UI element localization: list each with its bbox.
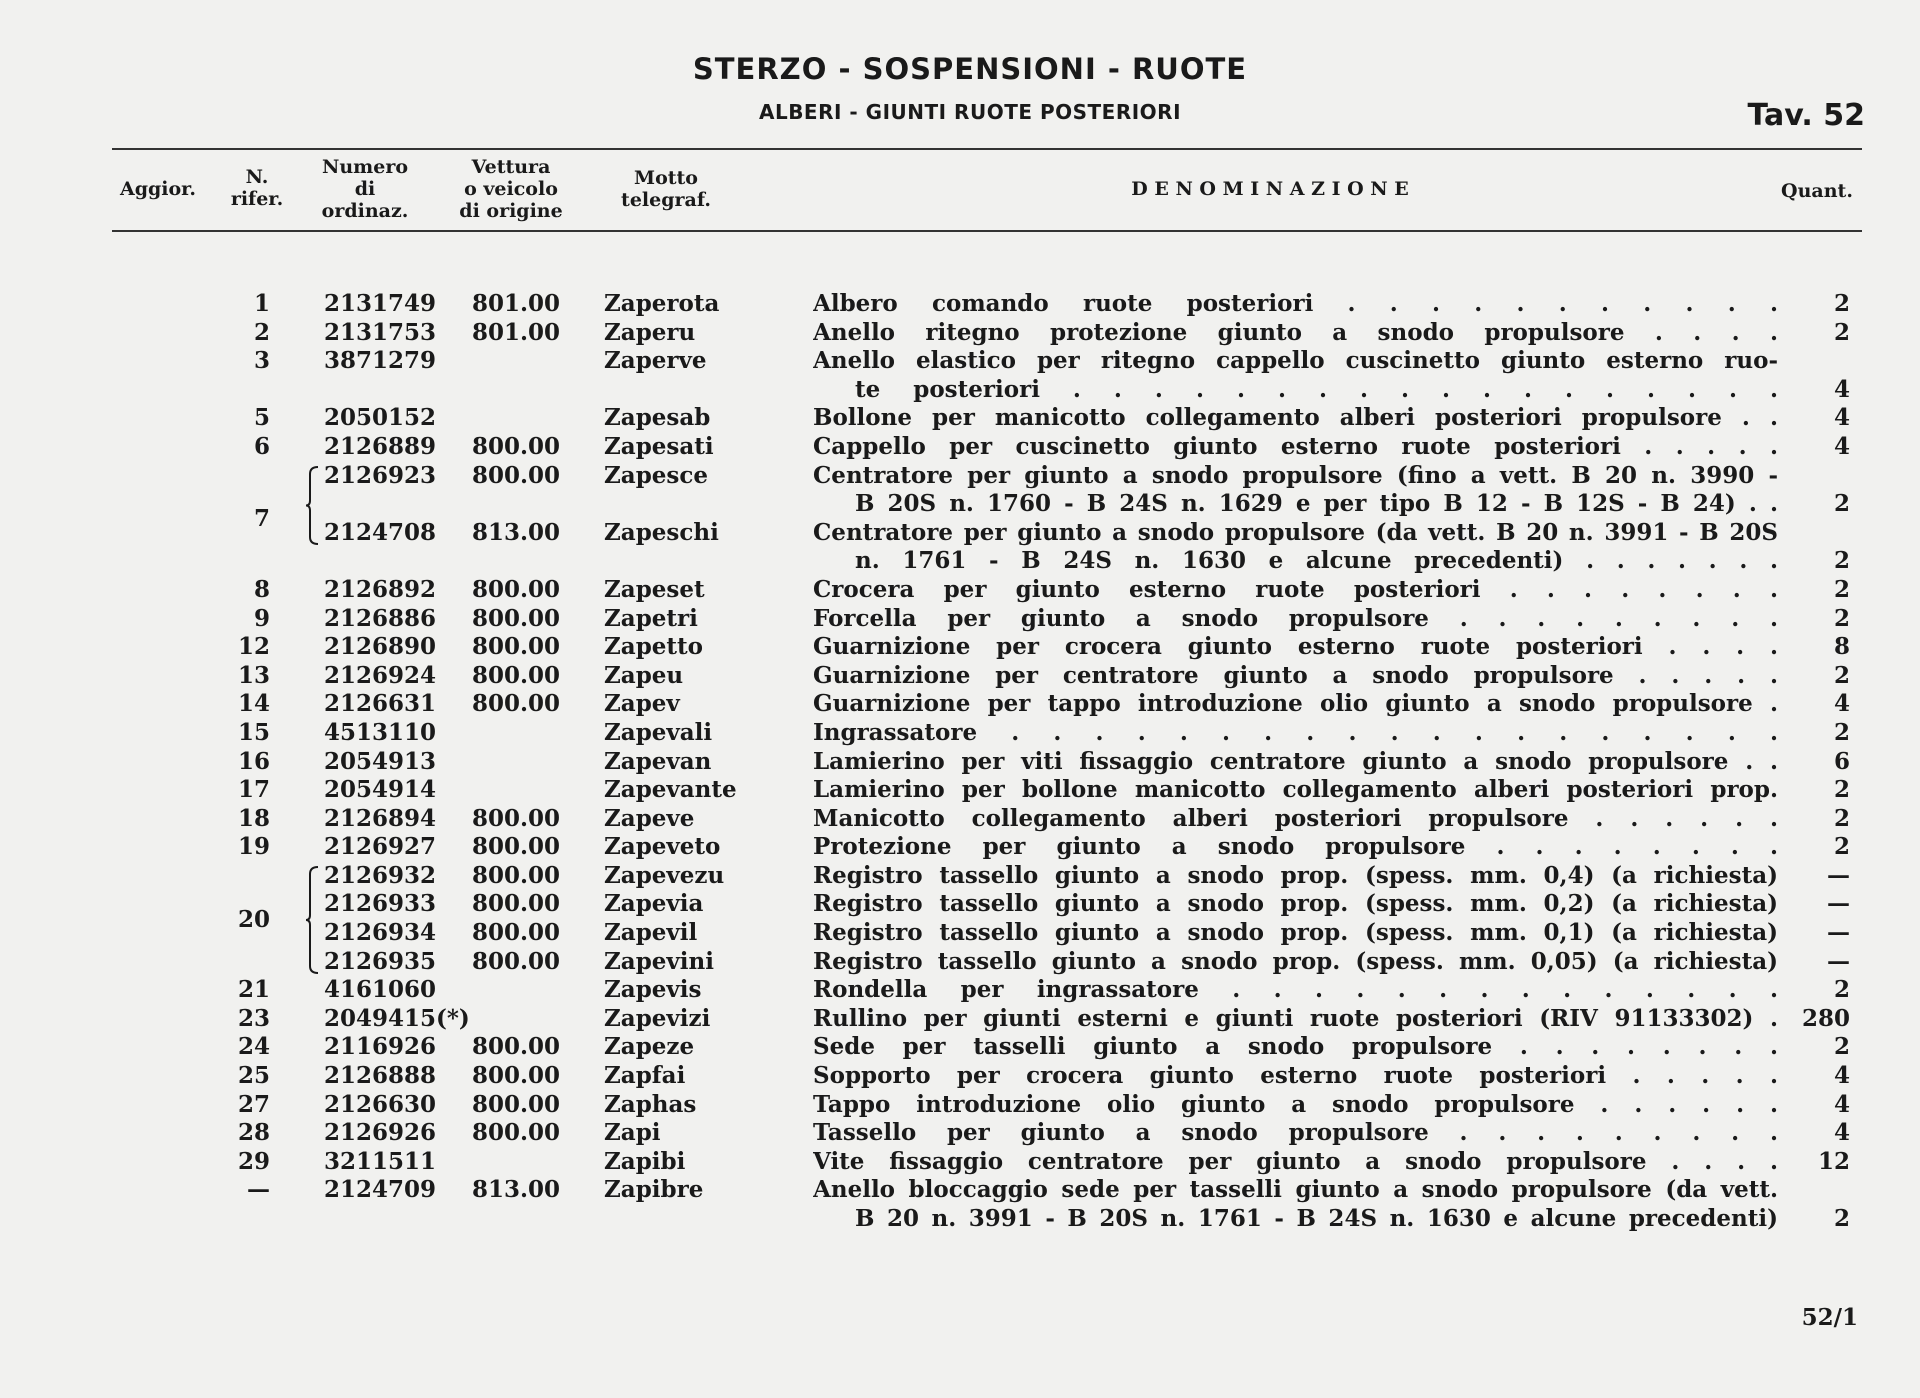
order-number: 2126892 [324,575,437,603]
description-line: Anello ritegno protezione giunto a snodo propulsore . . . . [813,318,1778,346]
description-line: Registro tassello giunto a snodo prop. (spess. mm. 0,4) (a richiesta) [813,861,1778,889]
quantity: 4 [1833,1090,1850,1118]
quantity: 2 [1833,976,1850,1004]
quantity: 4 [1833,1062,1850,1090]
quantity: 2 [1833,1033,1850,1061]
description [813,719,1778,748]
order-number: 2054914 [324,776,437,804]
vehicle-origin: 800.00 [472,890,561,918]
description [813,748,1778,777]
description-line: Registro tassello giunto a snodo prop. (spess. mm. 0,2) (a richiesta) [813,890,1778,918]
order-number: 4161060 [324,976,437,1004]
ref-number: 17 [237,776,270,804]
telegraph-code: Zapeschi [604,518,719,546]
order-number: 2049415(*) [324,1004,470,1032]
vehicle-origin: 800.00 [472,919,561,947]
table-row [0,433,1920,462]
ref-number: 27 [237,1090,270,1118]
col-aggior: Aggior. [119,178,197,200]
telegraph-code: Zapibi [604,1147,686,1175]
table-row [0,719,1920,748]
ref-number: 6 [253,432,270,460]
telegraph-code: Zapesce [604,461,708,489]
description-line: Manicotto collegamento alberi posteriori propulsore . . . . . . [813,804,1778,832]
description-line: Sopporto per crocera giunto esterno ruote posteriori . . . . . [813,1062,1778,1090]
order-number: 2126894 [324,804,437,832]
ref-number: 15 [237,718,270,746]
telegraph-code: Zapibre [604,1176,704,1204]
quantity: 4 [1833,1119,1850,1147]
table-row [0,805,1920,834]
ref-number: 1 [253,290,270,317]
description [813,833,1778,862]
table-row [0,662,1920,691]
table-row [0,862,1920,891]
quantity: 2 [1833,718,1850,746]
telegraph-code: Zaperve [604,347,707,375]
telegraph-code: Zapeset [604,575,705,603]
quantity: — [1827,947,1850,975]
vehicle-origin: 801.00 [472,290,561,317]
table-row [0,919,1920,948]
telegraph-code: Zapev [604,690,680,718]
vehicle-origin: 800.00 [472,661,561,689]
quantity: — [1827,919,1850,947]
description [813,976,1778,1005]
table-row [0,404,1920,433]
telegraph-code: Zapevali [604,718,713,746]
description [813,1091,1778,1120]
description [813,404,1778,433]
telegraph-code: Zapevezu [604,861,725,889]
ref-number: 8 [253,575,270,603]
group-brace-20 [306,866,320,974]
ref-number: 18 [237,804,270,832]
description-line: Cappello per cuscinetto giunto esterno ruote posteriori . . . . . [813,432,1778,460]
telegraph-code: Zapevini [604,947,714,975]
quantity: 2 [1833,318,1850,346]
vehicle-origin: 800.00 [472,604,561,632]
vehicle-origin: 800.00 [472,432,561,460]
description-line: Bollone per manicotto collegamento alberi posteriori propulsore . . [813,404,1778,432]
table-row [0,1176,1920,1233]
description [813,576,1778,605]
quantity: 2 [1833,290,1850,317]
description [813,433,1778,462]
telegraph-code: Zapevia [604,890,704,918]
description-line: Anello elastico per ritegno cappello cuscinetto giunto esterno ruo- [813,347,1778,375]
vehicle-origin: 813.00 [472,518,561,546]
description [813,462,1778,519]
order-number: 2126933 [324,890,437,918]
ref-number: 12 [237,633,270,661]
table-row [0,519,1920,576]
vehicle-origin: 800.00 [472,804,561,832]
quantity: 2 [1833,575,1850,603]
description-line: Centratore per giunto a snodo propulsore (da vett. B 20 n. 3991 - B 20S [813,518,1778,546]
telegraph-code: Zapesab [604,404,711,432]
description [813,633,1778,662]
order-number: 2050152 [324,404,437,432]
ref-number: 19 [237,833,270,861]
description [813,519,1778,576]
order-number: 2126890 [324,633,437,661]
vehicle-origin: 800.00 [472,833,561,861]
order-number: 2116926 [324,1033,437,1061]
description [813,948,1778,977]
telegraph-code: Zapevil [604,919,698,947]
quantity: 4 [1833,375,1850,403]
col-rif: N. rifer. [230,166,284,210]
order-number: 2124708 [324,518,437,546]
vehicle-origin: 800.00 [472,690,561,718]
quantity: 4 [1833,404,1850,432]
order-number: 4513110 [324,718,437,746]
table-row [0,1119,1920,1148]
vehicle-origin: 801.00 [472,318,561,346]
col-vettura: Vettura o veicolo di origine [459,156,563,222]
vehicle-origin: 800.00 [472,575,561,603]
description [813,662,1778,691]
description-line: Lamierino per bollone manicotto collegamento alberi posteriori prop. [813,776,1778,804]
parts-table [0,290,1920,1234]
order-number: 3211511 [324,1147,437,1175]
header-top-rule [112,148,1862,150]
order-number: 2126934 [324,919,437,947]
order-number: 2124709 [324,1176,437,1204]
order-number: 2126886 [324,604,437,632]
telegraph-code: Zapevizi [604,1004,711,1032]
description-line: Forcella per giunto a snodo propulsore . . . . . . . . . [813,604,1778,632]
ref-number: 7 [253,504,270,532]
ref-number: 23 [237,1004,270,1032]
description [813,805,1778,834]
table-row [0,948,1920,977]
table-row [0,1033,1920,1062]
description [813,1062,1778,1091]
description [813,1148,1778,1177]
table-row [0,833,1920,862]
quantity: 2 [1833,1205,1850,1232]
vehicle-origin: 800.00 [472,1119,561,1147]
description-line: Protezione per giunto a snodo propulsore . . . . . . . . [813,833,1778,861]
vehicle-origin: 800.00 [472,1062,561,1090]
description-line: Crocera per giunto esterno ruote posteriori . . . . . . . . [813,575,1778,603]
ref-number: 25 [237,1062,270,1090]
telegraph-code: Zaperota [604,290,720,317]
description-line: Registro tassello giunto a snodo prop. (spess. mm. 0,05) (a richiesta) [813,947,1778,975]
table-row [0,976,1920,1005]
quantity: 2 [1833,547,1850,575]
order-number: 2126932 [324,861,437,889]
col-numero: Numero di ordinaz. [321,156,409,222]
table-row [0,1062,1920,1091]
vehicle-origin: 800.00 [472,633,561,661]
telegraph-code: Zapesati [604,432,714,460]
telegraph-code: Zapeveto [604,833,721,861]
ref-number: — [247,1176,270,1204]
description-line: B 20 n. 3991 - B 20S n. 1761 - B 24S n. 1630 e alcune precedenti) [855,1205,1778,1232]
quantity: 2 [1833,804,1850,832]
table-row [0,776,1920,805]
telegraph-code: Zapevis [604,976,702,1004]
description-line: Rondella per ingrassatore . . . . . . . . . . . . . . [813,976,1778,1004]
description [813,1005,1778,1034]
col-denominazione: D E N O M I N A Z I O N E [1131,178,1409,200]
table-row [0,605,1920,634]
telegraph-code: Zaperu [604,318,696,346]
description-line: Registro tassello giunto a snodo prop. (spess. mm. 0,1) (a richiesta) [813,919,1778,947]
quantity: 4 [1833,690,1850,718]
table-row [0,1148,1920,1177]
description-line: Guarnizione per crocera giunto esterno ruote posteriori . . . . [813,633,1778,661]
telegraph-code: Zapevan [604,747,712,775]
telegraph-code: Zaphas [604,1090,697,1118]
table-row [0,290,1920,319]
order-number: 2054913 [324,747,437,775]
quantity: 12 [1817,1147,1850,1175]
description-line: Centratore per giunto a snodo propulsore (fino a vett. B 20 n. 3990 - [813,461,1778,489]
vehicle-origin: 800.00 [472,1090,561,1118]
description-line: Vite fissaggio centratore per giunto a snodo propulsore . . . . [813,1147,1778,1175]
description [813,690,1778,719]
description [813,605,1778,634]
quantity: 2 [1833,833,1850,861]
description-line: Rullino per giunti esterni e giunti ruote posteriori (RIV 91133302) . [813,1004,1778,1032]
description [813,776,1778,805]
table-row [0,347,1920,404]
description [813,347,1778,404]
telegraph-code: Zapeze [604,1033,695,1061]
order-number: 2126924 [324,661,437,689]
ref-number: 28 [237,1119,270,1147]
description [813,290,1778,319]
order-number: 2126889 [324,432,437,460]
description [813,862,1778,891]
quantity: — [1827,890,1850,918]
order-number: 2131749 [324,290,437,317]
description [813,1176,1778,1233]
quantity: 2 [1833,661,1850,689]
col-quant: Quant. [1781,180,1853,202]
order-number: 3871279 [324,347,437,375]
quantity: 2 [1833,776,1850,804]
order-number: 2126888 [324,1062,437,1090]
table-row [0,319,1920,348]
quantity: 8 [1833,633,1850,661]
vehicle-origin: 800.00 [472,461,561,489]
order-number: 2126630 [324,1090,437,1118]
header-bottom-rule [112,230,1862,232]
description-line: Sede per tasselli giunto a snodo propulsore . . . . . . . . [813,1033,1778,1061]
telegraph-code: Zapeve [604,804,695,832]
description [813,919,1778,948]
col-motto: Motto telegraf. [621,167,711,211]
description-line: Ingrassatore . . . . . . . . . . . . . . . . . . . [813,718,1778,746]
page-title: STERZO - SOSPENSIONI - RUOTE [692,52,1248,86]
quantity: 4 [1833,432,1850,460]
ref-number: 16 [237,747,270,775]
telegraph-code: Zapi [604,1119,661,1147]
quantity: — [1827,861,1850,889]
order-number: 2126923 [324,461,437,489]
description-line: n. 1761 - B 24S n. 1630 e alcune precedenti) . . . . . . . [855,547,1778,575]
telegraph-code: Zapetri [604,604,698,632]
telegraph-code: Zapeu [604,661,684,689]
order-number: 2126926 [324,1119,437,1147]
ref-number: 20 [237,905,270,933]
description-line: Tappo introduzione olio giunto a snodo propulsore . . . . . . [813,1090,1778,1118]
quantity: 6 [1833,747,1850,775]
description [813,890,1778,919]
description [813,319,1778,348]
telegraph-code: Zapevante [604,776,737,804]
description [813,1119,1778,1148]
description-line: Anello bloccaggio sede per tasselli giunto a snodo propulsore (da vett. [813,1176,1778,1204]
quantity: 2 [1833,490,1850,518]
ref-number: 24 [237,1033,270,1061]
telegraph-code: Zapfai [604,1062,686,1090]
ref-number: 29 [237,1147,270,1175]
table-row [0,748,1920,777]
description-line: Guarnizione per centratore giunto a snodo propulsore . . . . . [813,661,1778,689]
table-number: Tav. 52 [1747,98,1865,133]
quantity: 280 [1801,1004,1850,1032]
vehicle-origin: 800.00 [472,1033,561,1061]
ref-number: 9 [253,604,270,632]
description-line: B 20S n. 1760 - B 24S n. 1629 e per tipo B 12 - B 12S - B 24) . . [855,490,1778,518]
ref-number: 13 [237,661,270,689]
quantity: 2 [1833,604,1850,632]
vehicle-origin: 800.00 [472,947,561,975]
order-number: 2131753 [324,318,437,346]
order-number: 2126631 [324,690,437,718]
description-line: Guarnizione per tappo introduzione olio giunto a snodo propulsore . [813,690,1778,718]
ref-number: 2 [253,318,270,346]
description-line: te posteriori . . . . . . . . . . . . . . . . . . [855,375,1778,403]
page-subtitle: ALBERI - GIUNTI RUOTE POSTERIORI [758,100,1182,124]
description [813,1033,1778,1062]
ref-number: 14 [237,690,270,718]
order-number: 2126927 [324,833,437,861]
table-row [0,1091,1920,1120]
order-number: 2126935 [324,947,437,975]
ref-number: 3 [253,347,270,375]
vehicle-origin: 800.00 [472,861,561,889]
table-row [0,1005,1920,1034]
vehicle-origin: 813.00 [472,1176,561,1204]
description-line: Albero comando ruote posteriori . . . . . . . . . . . [813,290,1778,317]
description-line: Tassello per giunto a snodo propulsore . . . . . . . . . [813,1119,1778,1147]
group-brace-7 [306,466,320,545]
page-number: 52/1 [1801,1304,1858,1331]
table-row [0,633,1920,662]
table-row [0,690,1920,719]
ref-number: 5 [253,404,270,432]
telegraph-code: Zapetto [604,633,703,661]
table-row [0,576,1920,605]
description-line: Lamierino per viti fissaggio centratore giunto a snodo propulsore . . [813,747,1778,775]
ref-number: 21 [237,976,270,1004]
